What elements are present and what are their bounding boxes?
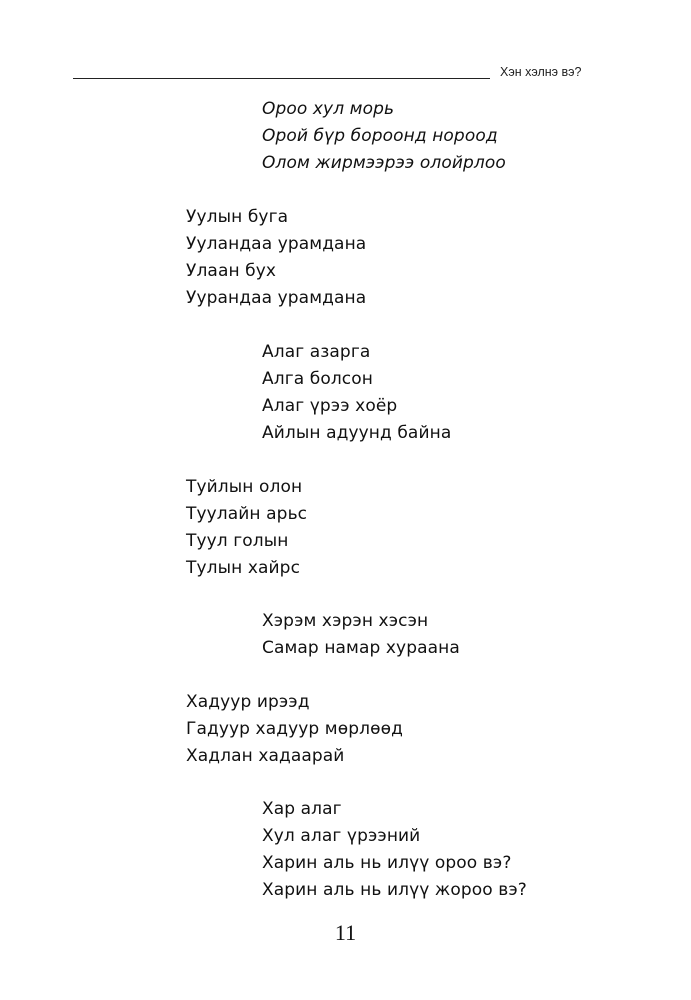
stanza-3 xyxy=(262,339,451,447)
poem-line: Хадлан хадаарай xyxy=(186,746,345,766)
poem-line: Орой бүр бороонд нороод xyxy=(262,126,498,146)
poem-line: Алга болсон xyxy=(262,369,373,389)
poem-line: Алаг үрээ хоёр xyxy=(262,396,398,416)
stanza-6 xyxy=(186,689,403,770)
stanza-4 xyxy=(186,474,307,582)
poem-line: Уурандаа урамдана xyxy=(186,288,367,308)
poem-line: Хул алаг үрээний xyxy=(262,826,421,846)
poem-line: Уулын буга xyxy=(186,207,289,227)
poem-line: Тулын хайрс xyxy=(186,558,301,578)
poem-line: Ууландаа урамдана xyxy=(186,234,367,254)
poem-line: Олом жирмээрээ олойрлоо xyxy=(262,153,506,173)
running-header-title: Хэн хэлнэ вэ? xyxy=(500,65,582,79)
poem-line: Туулайн арьс xyxy=(186,504,308,524)
poem-line: Улаан бух xyxy=(186,261,277,281)
poem-line: Туул голын xyxy=(186,531,289,551)
stanza-1 xyxy=(262,96,506,177)
poem-line: Гадуур хадуур мөрлөөд xyxy=(186,719,403,739)
poem-line: Харин аль нь илүү ороо вэ? xyxy=(262,853,512,873)
poem-line: Самар намар хураана xyxy=(262,638,460,658)
poem-line: Туйлын олон xyxy=(186,477,303,497)
page-number: 11 xyxy=(334,920,357,945)
header-rule xyxy=(73,78,490,79)
poem-line: Ороо хул морь xyxy=(262,99,395,119)
stanza-5 xyxy=(262,608,460,662)
poem-line: Айлын адуунд байна xyxy=(262,423,452,443)
stanza-7 xyxy=(262,796,527,904)
poem-line: Хэрэм хэрэн хэсэн xyxy=(262,611,429,631)
poem-line: Харин аль нь илүү жороо вэ? xyxy=(262,880,527,900)
poem-line: Хадуур ирээд xyxy=(186,692,310,712)
poem-line: Хар алаг xyxy=(262,799,342,819)
stanza-2 xyxy=(186,204,366,312)
poem-line: Алаг азарга xyxy=(262,342,371,362)
